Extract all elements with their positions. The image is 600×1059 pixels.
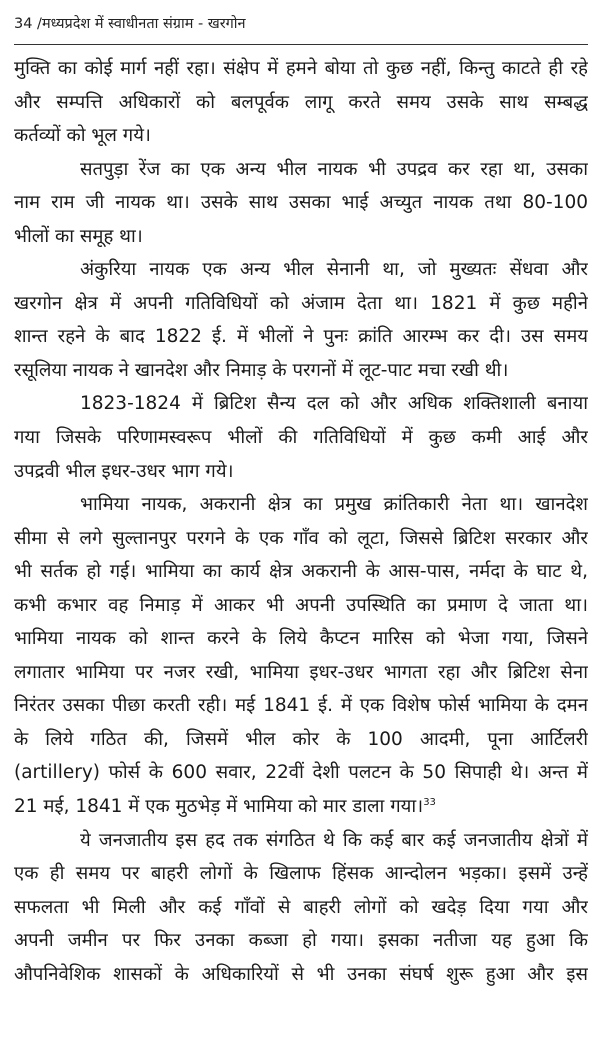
text-line: नाम राम जी नायक था। उसके साथ उसका भाई अच्युत नायक तथा 80-100: [14, 192, 588, 214]
text-line: और सम्पत्ति अधिकारों को बलपूर्वक लागू करते समय उसके साथ सम्बद्ध: [14, 91, 588, 113]
text-line: भी सर्तक हो गई। भामिया का कार्य क्षेत्र अकरानी के आस-पास, नर्मदा के घाट थे,: [14, 561, 588, 583]
text-line: ये जनजातीय इस हद तक संगठित थे कि कई बार कई जनजातीय क्षेत्रों में: [80, 829, 588, 851]
text-line: रसूलिया नायक ने खानदेश और निमाड़ के परगनों में लूट-पाट मचा रखी थी।: [14, 359, 509, 381]
text-line: अंकुरिया नायक एक अन्य भील सेनानी था, जो मुख्यतः सेंधवा और: [80, 259, 588, 281]
text-line-content: 21 मई, 1841 में एक मुठभेड़ में भामिया को मार डाला गया।: [14, 796, 424, 818]
text-line: भामिया नायक को शान्त करने के लिये कैप्टन मारिस को भेजा गया, जिसने: [14, 628, 588, 650]
text-line: 1823-1824 में ब्रिटिश सैन्य दल को और अधिक शक्तिशाली बनाया: [80, 393, 588, 415]
paragraph-6: [14, 824, 588, 992]
running-head: 34 /मध्यप्रदेश में स्वाधीनता संग्राम - खरगोन: [14, 16, 246, 32]
book-page: [14, 0, 588, 1059]
paragraph-5: [14, 488, 588, 823]
paragraph-1: [14, 52, 588, 153]
text-line: उपद्रवी भील इधर-उधर भाग गये।: [14, 460, 234, 482]
text-line: भामिया नायक, अकरानी क्षेत्र का प्रमुख क्रांतिकारी नेता था। खानदेश: [80, 494, 588, 516]
text-line: शान्त रहने के बाद 1822 ई. में भीलों ने पुनः क्रांति आरम्भ कर दी। उस समय: [14, 326, 588, 348]
text-line: औपनिवेशिक शासकों के अधिकारियों से भी उनका संघर्ष शुरू हुआ और इस: [14, 963, 588, 985]
text-line: (artillery) फोर्स के 600 सवार, 22वीं देशी पलटन के 50 सिपाही थे। अन्त में: [14, 762, 588, 784]
text-line: एक ही समय पर बाहरी लोगों के खिलाफ हिंसक आन्दोलन भड़का। इसमें उन्हें: [14, 863, 588, 885]
text-line: गया जिसके परिणामस्वरूप भीलों की गतिविधियों में कुछ कमी आई और: [14, 427, 588, 449]
text-line-with-footnote: [14, 790, 588, 824]
text-line: निरंतर उसका पीछा करती रही। मई 1841 ई. में एक विशेष फोर्स भामिया के दमन: [14, 695, 588, 717]
text-line: सतपुड़ा रेंज का एक अन्य भील नायक भी उपद्रव कर रहा था, उसका: [80, 158, 588, 180]
text-line: लगातार भामिया पर नजर रखी, भामिया इधर-उधर भागता रहा और ब्रिटिश सेना: [14, 661, 588, 683]
text-line: सफलता भी मिली और कई गाँवों से बाहरी लोगों को खदेड़ दिया गया और: [14, 896, 588, 918]
paragraph-3: [14, 253, 588, 387]
text-line: भीलों का समूह था।: [14, 225, 143, 247]
text-line: अपनी जमीन पर फिर उनका कब्जा हो गया। इसका नतीजा यह हुआ कि: [14, 930, 588, 952]
footnote-marker: 33: [423, 796, 436, 808]
text-line: कभी कभार वह निमाड़ में आकर भी अपनी उपस्थिति का प्रमाण दे जाता था।: [14, 594, 588, 616]
text-line: के लिये गठित की, जिसमें भील कोर के 100 आदमी, पूना आर्टिलरी: [14, 728, 588, 750]
header-rule: [14, 44, 588, 45]
text-line: खरगोन क्षेत्र में अपनी गतिविधियों को अंजाम देता था। 1821 में कुछ महीने: [14, 292, 588, 314]
text-line: कर्तव्यों को भूल गये।: [14, 125, 151, 147]
paragraph-2: [14, 153, 588, 254]
paragraph-4: [14, 387, 588, 488]
text-line: सीमा से लगे सुल्तानपुर परगने के एक गाँव को लूटा, जिससे ब्रिटिश सरकार और: [14, 527, 588, 549]
body-text: [14, 52, 588, 991]
text-line: मुक्ति का कोई मार्ग नहीं रहा। संक्षेप में हमने बोया तो कुछ नहीं, किन्तु काटते ही रहे: [14, 58, 588, 79]
